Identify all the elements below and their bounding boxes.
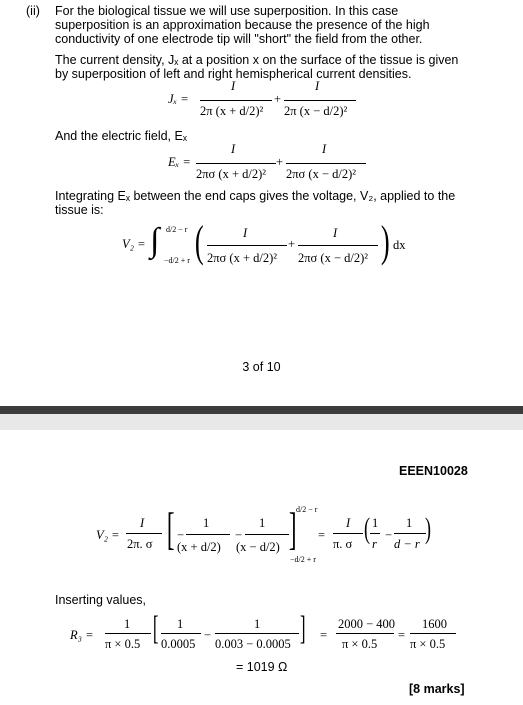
v2e-right-paren-icon: ) — [425, 512, 431, 545]
r3-coef-bar — [105, 633, 151, 634]
r3-a-bar — [161, 633, 201, 634]
integrating-line-1: Integrating Eₓ between the end caps gives the voltage, V₂, applied to the — [55, 189, 456, 203]
v2e-t2-num: 1 — [406, 516, 413, 530]
ex-lhs: Eₓ = — [168, 155, 191, 169]
v2e-lower-limit: −d/2 + r — [290, 555, 316, 564]
v2e-fraction-bar-2 — [245, 534, 289, 535]
intro-line-1: For the biological tissue we will use superposition. In this case — [55, 4, 399, 18]
r3-minus: − — [204, 628, 212, 642]
integrating-line-2: tissue is: — [55, 203, 104, 217]
ex-plus: + — [276, 155, 284, 169]
intro-line-3: conductivity of one electrode tip will "short" the field from the other. — [55, 32, 423, 46]
v2e-res-num: I — [346, 516, 351, 530]
r3-b-den: 0.003 − 0.0005 — [215, 637, 291, 651]
v2e-coef-bar — [126, 533, 162, 534]
left-paren-icon: ( — [194, 217, 204, 266]
r3-left-bracket-icon: [ — [152, 610, 159, 647]
current-density-line-1: The current density, Jₓ at a position x on the surface of the tissue is given — [55, 53, 459, 67]
r3-c-bar — [336, 633, 394, 634]
r3-d-den: π × 0.5 — [410, 637, 446, 651]
r3-c-num: 2000 − 400 — [338, 617, 396, 631]
jx-num-2: I — [315, 79, 320, 93]
ex-num-1: I — [231, 142, 236, 156]
v2-dx: dx — [393, 238, 406, 252]
page-number: 3 of 10 — [242, 360, 281, 374]
page-break-edge-top — [0, 406, 523, 414]
r3-equals-1: = — [320, 628, 328, 642]
r3-result: = 1019 Ω — [236, 660, 288, 674]
v2e-den-1: (x + d/2) — [177, 540, 221, 554]
v2-den-2: 2πσ (x − d/2)² — [298, 251, 369, 265]
v2-num-1: I — [243, 226, 248, 240]
r3-equals-2: = — [398, 628, 406, 642]
v2-den-1: 2πσ (x + d/2)² — [207, 251, 278, 265]
v2e-lhs: V₂ = — [96, 528, 120, 542]
part-label: (ii) — [26, 4, 40, 18]
r3-coef-den: π × 0.5 — [105, 637, 141, 651]
jx-den-2: 2π (x − d/2)² — [284, 104, 348, 118]
v2e-minus: − — [235, 528, 243, 542]
jx-lhs: Jₓ = — [168, 92, 189, 106]
v2e-t1-den: r — [372, 537, 377, 551]
left-bracket-icon: [ — [166, 503, 175, 554]
r3-c-den: π × 0.5 — [342, 637, 378, 651]
v2-fraction-bar-1 — [207, 245, 287, 246]
v2e-minus-lead: − — [177, 528, 185, 542]
v2-fraction-bar-2 — [298, 245, 378, 246]
r3-d-num: 1600 — [422, 617, 447, 631]
current-density-line-2: by superposition of left and right hemispherical current densities. — [55, 67, 412, 81]
v2e-t2-bar — [394, 533, 426, 534]
v2e-fraction-bar-1 — [186, 534, 230, 535]
jx-num-1: I — [231, 79, 236, 93]
v2e-den-2: (x − d/2) — [236, 540, 280, 554]
inserting-text: Inserting values, — [55, 593, 147, 607]
integral-sign-icon: ∫ — [150, 222, 160, 259]
r3-b-bar — [215, 633, 299, 634]
v2e-t1-num: 1 — [372, 516, 379, 530]
v2e-minus-2: − — [385, 528, 393, 542]
v2e-coef-den: 2π. σ — [127, 537, 153, 551]
v2-lower-limit: −d/2 + r — [164, 256, 190, 265]
v2e-upper-limit: d/2 − r — [296, 505, 318, 514]
v2-upper-limit: d/2 − r — [166, 225, 188, 234]
v2e-res-bar — [333, 533, 363, 534]
marks-label: [8 marks] — [409, 682, 465, 696]
intro-line-2: superposition is an approximation because the presence of the high — [55, 18, 430, 32]
course-code: EEEN10028 — [399, 464, 468, 478]
ex-fraction-bar-1 — [196, 163, 276, 164]
v2-plus: + — [288, 237, 296, 251]
r3-coef-num: 1 — [124, 617, 131, 631]
v2e-t2-den: d − r — [394, 537, 420, 551]
r3-b-num: 1 — [254, 617, 261, 631]
ex-num-2: I — [322, 142, 327, 156]
v2e-coef-num: I — [140, 516, 145, 530]
v2e-res-den: π. σ — [333, 537, 353, 551]
jx-fraction-bar-2 — [284, 100, 356, 101]
jx-den-1: 2π (x + d/2)² — [200, 104, 264, 118]
jx-fraction-bar-1 — [200, 100, 272, 101]
r3-a-den: 0.0005 — [161, 637, 196, 651]
ex-fraction-bar-2 — [286, 163, 366, 164]
v2e-t1-bar — [370, 533, 380, 534]
right-bracket-icon: ] — [288, 503, 297, 554]
ex-den-1: 2πσ (x + d/2)² — [196, 167, 267, 181]
v2-num-2: I — [333, 226, 338, 240]
v2-lhs: V₂ = — [122, 237, 146, 251]
jx-plus: + — [274, 92, 282, 106]
v2e-num-1: 1 — [203, 516, 210, 530]
page-break-gap — [0, 414, 523, 430]
r3-lhs: R₃ = — [70, 628, 94, 642]
v2e-equals: = — [318, 528, 326, 542]
v2e-num-2: 1 — [259, 516, 266, 530]
right-paren-icon: ) — [380, 217, 390, 266]
efield-text: And the electric field, Eₓ — [55, 129, 187, 143]
ex-den-2: 2πσ (x − d/2)² — [286, 167, 357, 181]
r3-right-bracket-icon: ] — [299, 610, 306, 647]
v2e-left-paren-icon: ( — [364, 512, 370, 545]
r3-a-num: 1 — [177, 617, 184, 631]
r3-d-bar — [410, 633, 456, 634]
